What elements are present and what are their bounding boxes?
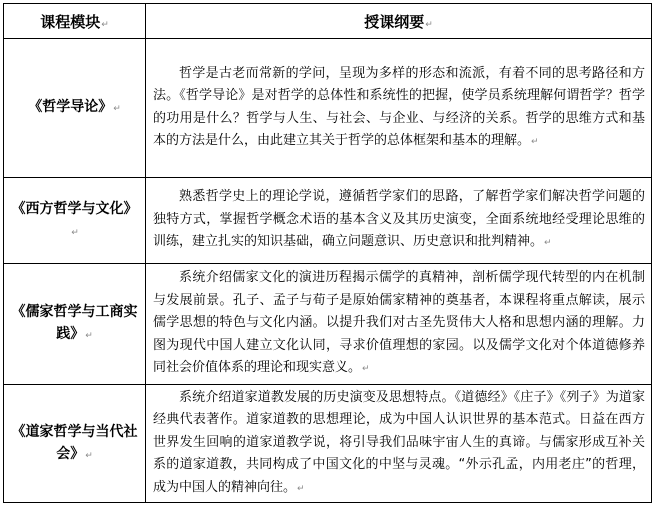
paragraph-mark-icon: ↵: [85, 331, 93, 341]
paragraph-mark-icon: ↵: [425, 19, 433, 30]
module-cell: [4, 178, 146, 264]
table-header-row: [4, 4, 652, 39]
paragraph-mark-icon: ↵: [544, 238, 552, 249]
outline-cell: [146, 264, 652, 385]
module-cell: [4, 264, 146, 385]
module-title: 《儒家哲学与工商实践》: [11, 304, 138, 342]
outline-cell: [146, 39, 652, 178]
module-description: 系统介绍道家道教发展的历史演变及思想特点。《道德经》《庄子》《列子》为道家经典代表著作。道家道教的思想理论，成为中国人认识世界的基本范式。日益在西方世界发生回响的道家道教学说，将引导我们品味宇宙人生的真谛。与儒家形成互补关系的道家道教，共同构成了中国文化的中坚与灵魂。“外示孔孟，内用老庄”的哲理，成为中国人的精神向往。: [153, 390, 645, 495]
outline-cell: [146, 385, 652, 503]
header-outline-label: 授课纲要: [364, 12, 425, 31]
table-row: [4, 178, 652, 264]
paragraph-mark-icon: ↵: [297, 483, 305, 494]
paragraph-mark-icon: ↵: [71, 227, 79, 238]
table-row: [4, 385, 652, 503]
module-description: 系统介绍儒家文化的演进历程揭示儒学的真精神，剖析儒学现代转型的内在机制与发展前景。孔子、孟子与荀子是原始儒家精神的奠基者，本课程将重点解读，展示儒学思想的特色与文化内涵。以提升我们对古圣先贤伟大人格和思想内涵的理解。力图为现代中国人建立文化认同，寻求价值理想的家园。以及儒学文化对个体道德修养同社会价值体系的理论和现实意义。: [153, 270, 645, 376]
paragraph-mark-icon: ↵: [531, 136, 539, 147]
paragraph-mark-icon: ↵: [113, 104, 121, 114]
course-outline-table: [3, 3, 652, 503]
header-cell-module: [4, 4, 146, 39]
module-title: 《西方哲学与文化》: [11, 200, 138, 217]
paragraph-mark-icon: ↵: [362, 364, 370, 375]
outline-cell: [146, 178, 652, 264]
module-description: 哲学是古老而常新的学问，呈现为多样的形态和流派，有着不同的思考路径和方法。《哲学导论》是对哲学的总体性和系统性的把握，使学员系统理解何谓哲学？哲学的功用是什么？哲学与人生、与社会、与企业、与经济的关系。哲学的思维方式和基本的方法是什么，由此建立其关于哲学的总体框架和基本的理解。: [153, 65, 645, 148]
module-description: 熟悉哲学史上的理论学说，遵循哲学家们的思路，了解哲学家们解决哲学问题的独特方式，掌握哲学概念术语的基本含义及其历史演变，全面系统地经受理论思维的训练，建立扎实的知识基础，确立问题意识、历史意识和批判精神。: [153, 189, 645, 250]
module-title: 《道家哲学与当代社会》: [11, 423, 138, 462]
table-row: [4, 264, 652, 385]
header-cell-outline: [146, 4, 652, 39]
module-cell: [4, 385, 146, 503]
header-module-label: 课程模块: [40, 12, 101, 31]
paragraph-mark-icon: ↵: [101, 19, 109, 30]
module-title: 《哲学导论》: [28, 99, 113, 115]
module-cell: [4, 39, 146, 178]
table-row: [4, 39, 652, 178]
paragraph-mark-icon: ↵: [85, 450, 93, 461]
